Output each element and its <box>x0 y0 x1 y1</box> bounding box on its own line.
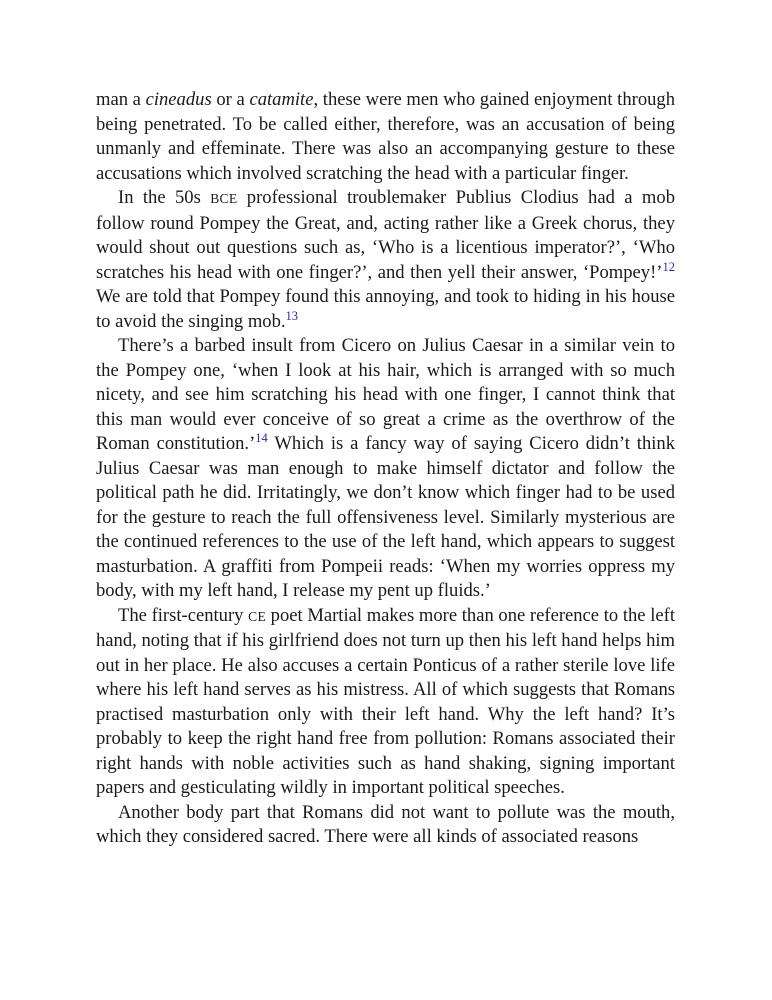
paragraph-5 <box>96 801 675 850</box>
paragraph-4 <box>96 604 675 801</box>
paragraph-text: The first-century <box>118 604 249 626</box>
paragraph-text: professional troublemaker Publius Clodius had a mob follow round Pompey the Great, and, acting rather like a Greek chorus, they would shout out questions such as, ‘Who is a licentious imperator?’, ‘Who scratches his head with one finger?’, and then yell their answer, ‘Pompey!’ <box>96 187 675 283</box>
paragraph-3 <box>96 334 675 604</box>
paragraph-text: There’s a barbed insult from Cicero on Julius Caesar in a similar vein to the Pompey one, ‘when I look at his hair, which is arranged with so much nicety, and see him scratching his head with one finger, I cannot think that this man would ever conceive of so great a crime as the overthrow of the Roman constitution.’ <box>96 335 675 454</box>
italic-term-catamite: catamite <box>249 89 314 110</box>
italic-term-cineadus: cineadus <box>145 89 212 110</box>
paragraph-text: or a <box>211 89 250 110</box>
paragraph-text: Another body part that Romans did not want to pollute was the mouth, which they considered sacred. There were all kinds of associated reasons <box>96 801 675 847</box>
paragraph-2 <box>96 186 675 334</box>
book-page-body <box>96 88 675 850</box>
footnote-ref-14[interactable]: 14 <box>255 430 268 445</box>
paragraph-text: , these were men who gained enjoyment through being penetrated. To be called either, therefore, was an accusation of being unmanly and effeminate. There was also an accompanying gesture to these accusations which involved scratching the head with a particular finger. <box>96 89 676 184</box>
paragraph-text: In the 50s <box>118 187 211 208</box>
paragraph-text: man a <box>96 89 146 110</box>
paragraph-text: Which is a fancy way of saying Cicero didn’t think Julius Caesar was man enough to make himself dictator and follow the political path he did. Irritatingly, we don’t know which finger had to be used for the gesture to reach the full offensiveness level. Similarly mysterious are the continued references to the use of the left hand, which appears to suggest masturbation. A graffiti from Pompeii reads: ‘When my worries oppress my body, with my left hand, I release my pent up fluids.’ <box>96 433 675 601</box>
paragraph-text: We are told that Pompey found this annoying, and took to hiding in his house to avoid the singing mob. <box>96 286 675 332</box>
paragraph-text: poet Martial makes more than one reference to the left hand, noting that if his girlfriend does not turn up then his left hand helps him out in her place. He also accuses a certain Ponticus of a rather sterile love life where his left hand serves as his mistress. All of which suggests that Romans practised masturbation only with their left hand. Why the left hand? It’s probably to keep the right hand free from pollution: Romans associated their right hands with noble activities such as hand shaking, signing important papers and gesticulating wildly in important political speeches. <box>96 604 675 798</box>
era-abbreviation: BCE <box>210 191 238 206</box>
footnote-ref-13[interactable]: 13 <box>285 308 299 323</box>
footnote-ref-12[interactable]: 12 <box>662 259 675 274</box>
era-abbreviation: CE <box>248 608 266 624</box>
paragraph-1 <box>96 88 675 186</box>
